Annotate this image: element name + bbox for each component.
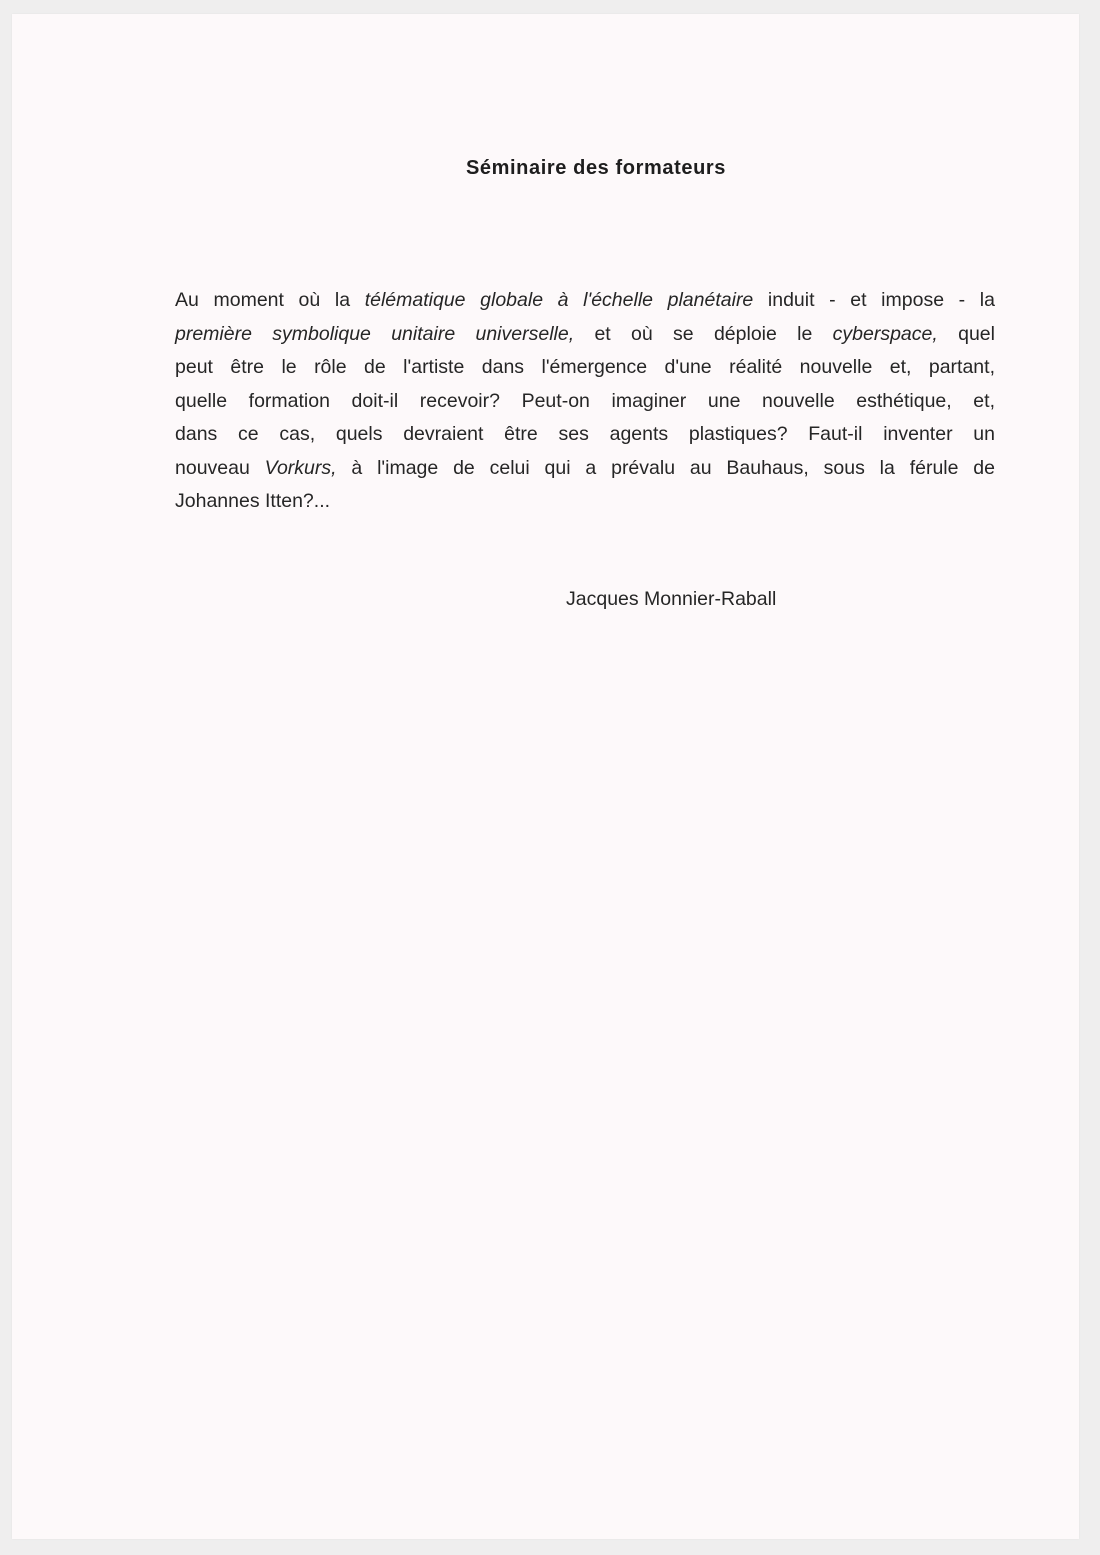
emphasis-symbolique: première symbolique unitaire universelle, [175, 322, 575, 345]
body-paragraph [175, 284, 995, 519]
text-run: induit - et impose - la [753, 289, 995, 311]
text-run: nouveau [175, 456, 265, 479]
text-run: Au moment où la [175, 289, 365, 311]
emphasis-telematique: télématique globale à l'échelle planétaire [364, 289, 754, 311]
author-signature: Jacques Monnier-Raball [566, 588, 777, 610]
emphasis-vorkurs: Vorkurs, [264, 456, 337, 479]
paragraph-line-4: quelle formation doit-il recevoir? Peut-on imaginer une nouvelle esthétique, et, [175, 389, 995, 412]
document-page [12, 14, 1079, 1539]
emphasis-cyberspace: cyberspace, [832, 322, 938, 345]
text-run: quel [937, 322, 995, 345]
text-run: à l'image de celui qui a prévalu au Bauhaus, sous la férule de [336, 456, 996, 479]
paragraph-line-5: dans ce cas, quels devraient être ses agents plastiques? Faut-il inventer un [175, 423, 995, 445]
paragraph-line-1 [175, 284, 995, 318]
text-run: et où se déploie le [574, 322, 833, 345]
document-title: Séminaire des formateurs [465, 157, 727, 179]
paragraph-line-6 [175, 452, 995, 486]
paragraph-line-3: peut être le rôle de l'artiste dans l'émergence d'une réalité nouvelle et, partant, [175, 356, 995, 378]
paragraph-line-7: Johannes Itten?... [175, 490, 331, 512]
paragraph-line-2 [175, 318, 995, 352]
